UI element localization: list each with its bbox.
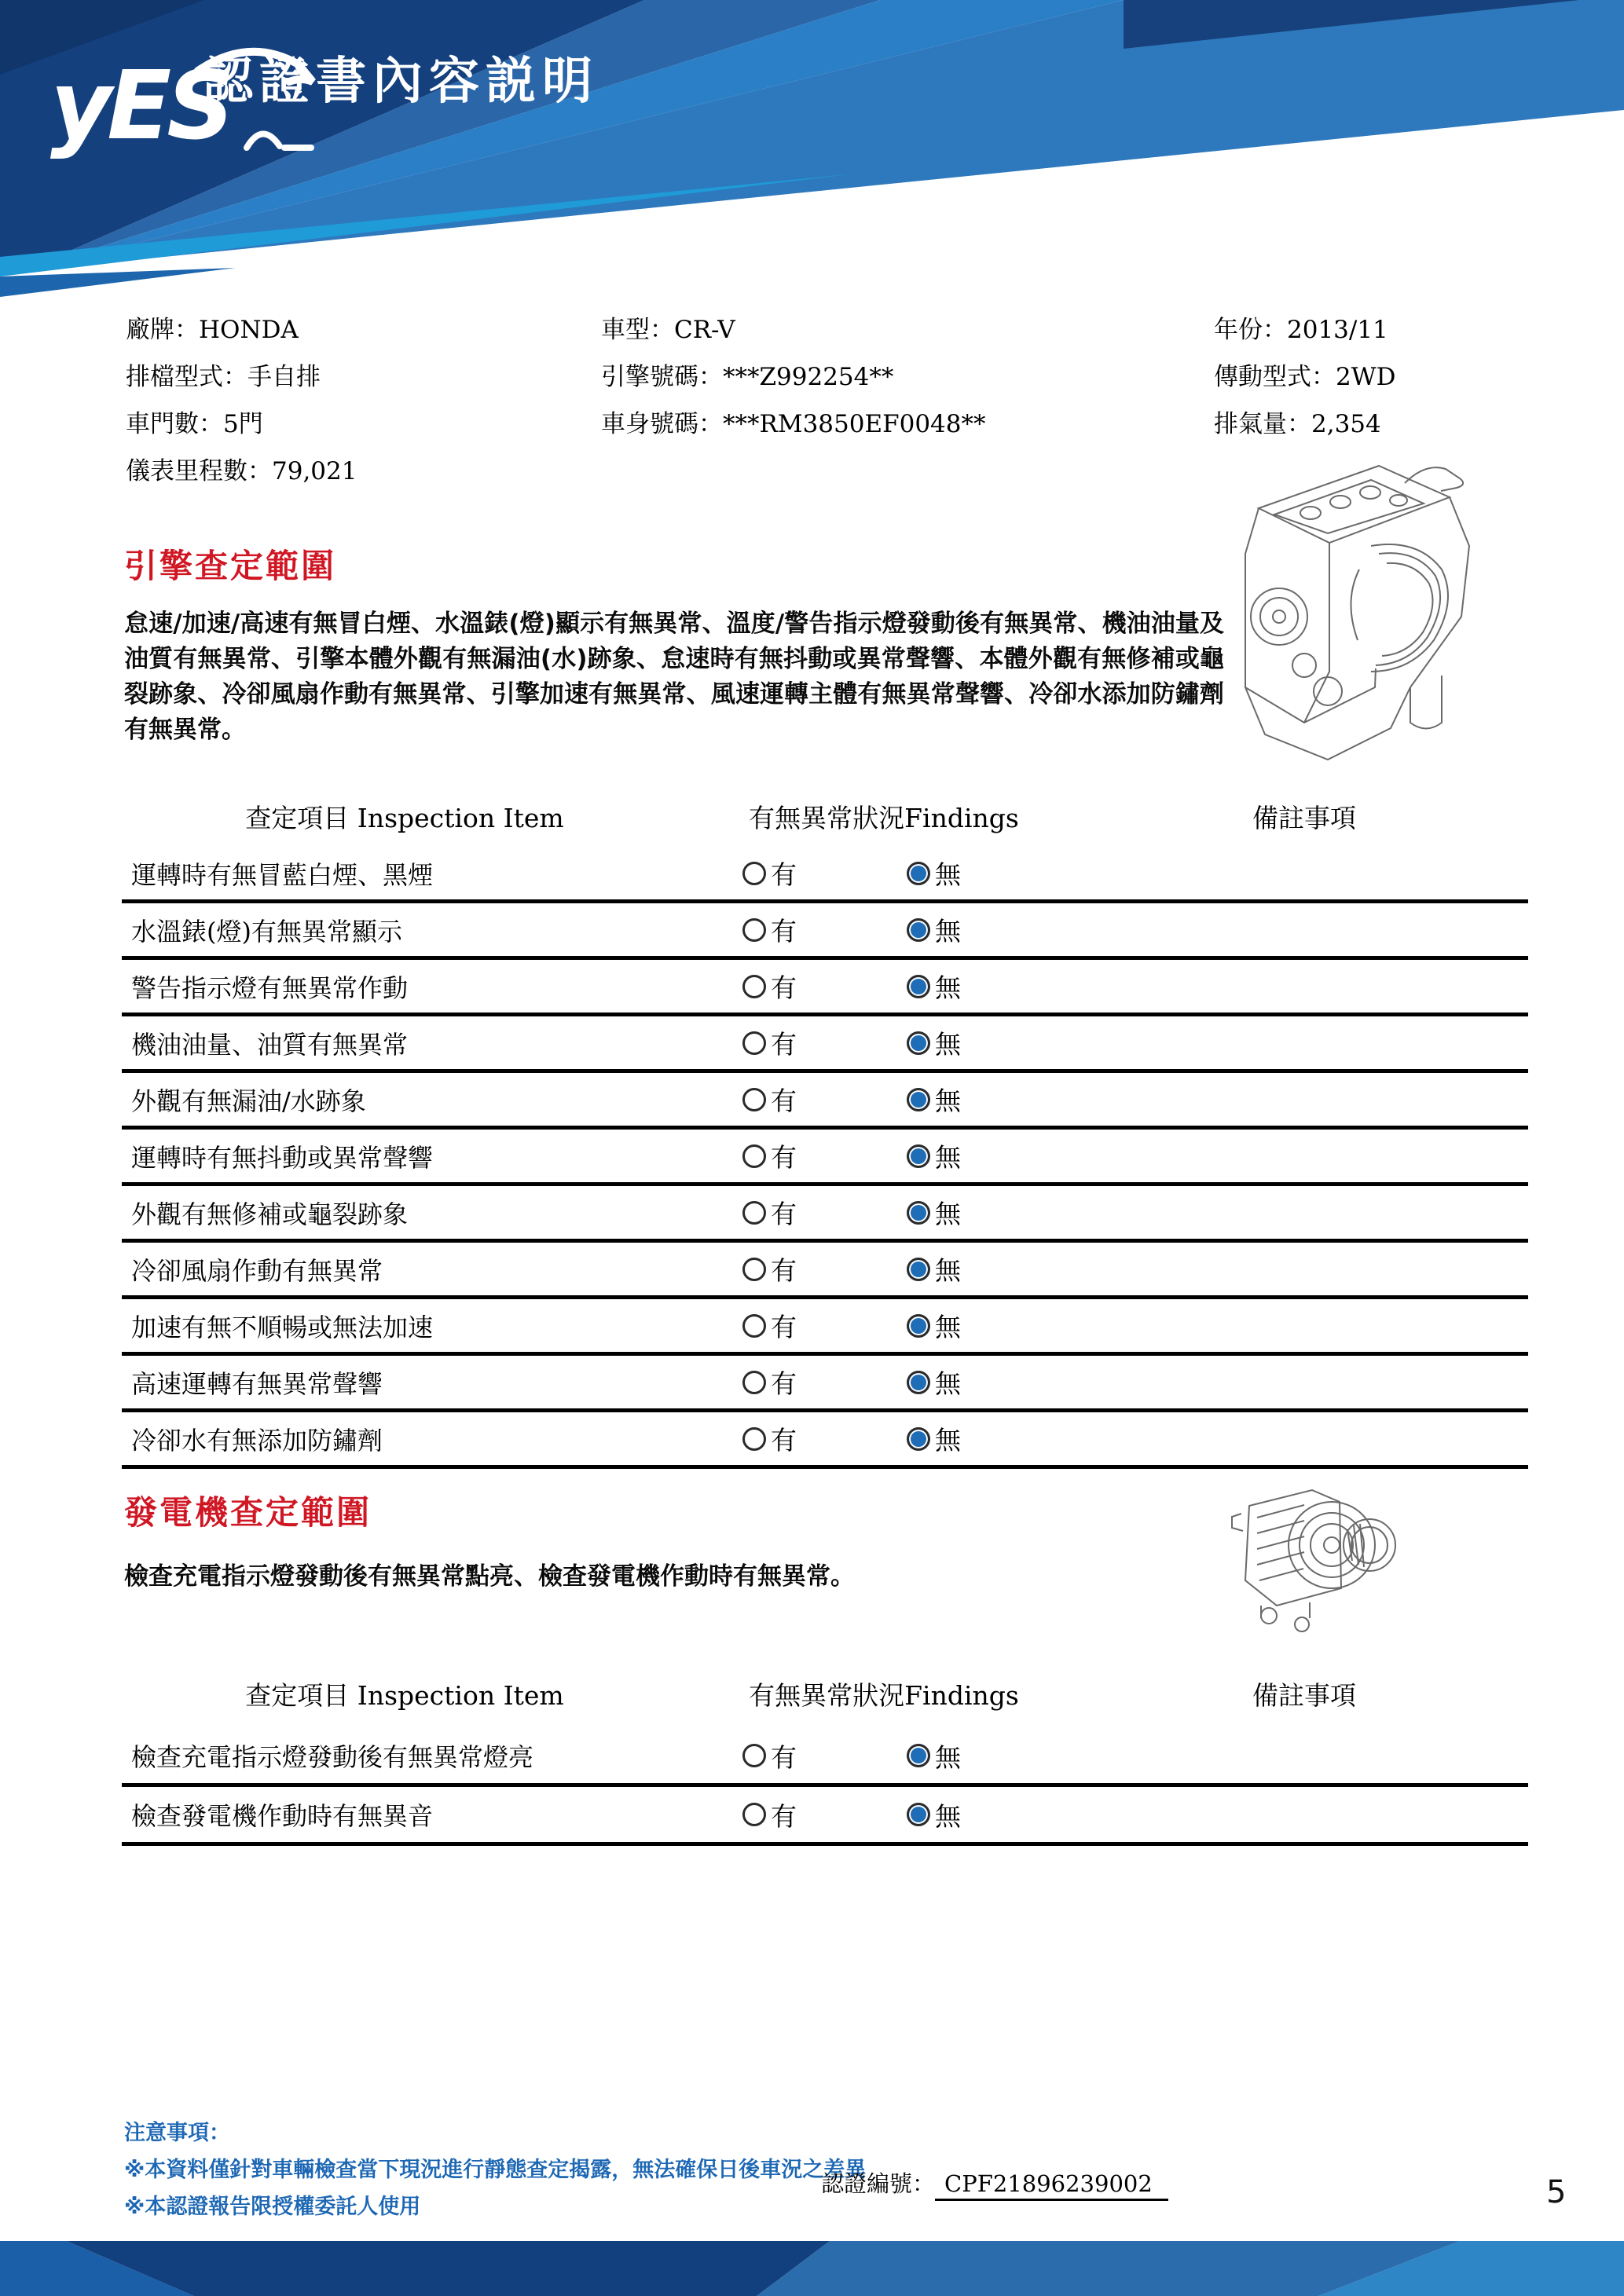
table-row: 外觀有無修補或龜裂跡象 有 無 [122,1186,1528,1243]
table-row: 運轉時有無抖動或異常聲響 有 無 [122,1130,1528,1186]
header-inspection-item: 查定項目 Inspection Item [245,1679,564,1711]
page-number: 5 [1546,2174,1567,2210]
info-displacement: 排氣量：2,354 [1214,410,1381,438]
table-row: 運轉時有無冒藍白煙、黑煙 有 無 [122,847,1528,903]
radio-circle-icon [742,1371,766,1394]
table-row: 冷卻風扇作動有無異常 有 無 [122,1243,1528,1299]
finding-radio-no[interactable]: 無 [907,855,961,892]
finding-radio-yes[interactable]: 有 [742,911,797,948]
radio-circle-selected-icon [907,1314,930,1338]
info-gearbox: 排檔型式：手自排 [126,363,321,391]
finding-radio-yes[interactable]: 有 [742,1137,797,1174]
radio-circle-icon [742,1803,766,1826]
radio-circle-icon [742,1427,766,1451]
radio-circle-selected-icon [907,975,930,998]
engine-section-title: 引擎查定範圍 [124,547,337,585]
finding-radio-yes[interactable]: 有 [742,855,797,892]
radio-circle-selected-icon [907,1201,930,1225]
certificate-number-line [821,2166,1168,2201]
radio-circle-selected-icon [907,1031,930,1055]
finding-radio-yes[interactable]: 有 [742,1024,797,1061]
header-findings: 有無異常狀況Findings [749,802,1019,833]
finding-radio-no[interactable]: 無 [907,1364,961,1401]
radio-circle-selected-icon [907,1088,930,1111]
table-row: 加速有無不順暢或無法加速 有 無 [122,1299,1528,1356]
finding-radio-no[interactable]: 無 [907,1796,961,1833]
finding-radio-yes[interactable]: 有 [742,1796,797,1833]
car-wheel-icon [247,134,280,148]
engine-table-header [122,785,1528,847]
radio-circle-selected-icon [907,862,930,885]
radio-circle-icon [742,1744,766,1767]
certificate-number-label: 認證編號： [821,2170,936,2197]
finding-radio-no[interactable]: 無 [907,911,961,948]
radio-circle-icon [742,1314,766,1338]
radio-circle-icon [742,862,766,885]
radio-circle-selected-icon [907,1744,930,1767]
radio-circle-icon [742,1088,766,1111]
header-findings: 有無異常狀況Findings [749,1679,1019,1711]
finding-radio-yes[interactable]: 有 [742,1194,797,1231]
info-brand: 廠牌：HONDA [126,316,299,344]
radio-circle-icon [742,1258,766,1281]
radio-circle-selected-icon [907,918,930,942]
table-row: 檢查發電機作動時有無異音 有 無 [122,1787,1528,1846]
radio-circle-selected-icon [907,1427,930,1451]
generator-inspection-table [122,1659,1528,1846]
finding-radio-yes[interactable]: 有 [742,1364,797,1401]
generator-table-header [122,1659,1528,1728]
info-chassis-no: 車身號碼：***RM3850EF0048** [601,410,986,438]
finding-radio-yes[interactable]: 有 [742,968,797,1005]
table-row: 高速運轉有無異常聲響 有 無 [122,1356,1528,1412]
info-model: 車型：CR-V [601,316,735,344]
vehicle-info-column-2 [601,316,986,457]
radio-circle-icon [742,1144,766,1168]
finding-radio-yes[interactable]: 有 [742,1307,797,1344]
header-remarks: 備註事項 [1252,802,1356,833]
radio-circle-icon [742,918,766,942]
finding-radio-no[interactable]: 無 [907,1251,961,1287]
engine-illustration [1210,452,1501,766]
finding-radio-no[interactable]: 無 [907,1420,961,1457]
note-line-1: ※本資料僅針對車輛檢查當下現況進行靜態查定揭露，無法確保日後車況之差異 [124,2158,867,2182]
table-row: 冷卻水有無添加防鏽劑 有 無 [122,1412,1528,1469]
generator-section-description: 檢查充電指示燈發動後有無異常點亮、檢查發電機作動時有無異常。 [124,1562,855,1591]
info-year: 年份：2013/11 [1214,316,1388,344]
radio-circle-icon [742,975,766,998]
radio-circle-selected-icon [907,1258,930,1281]
generator-section-title: 發電機查定範圍 [124,1493,372,1532]
footer-notes [124,2115,866,2225]
table-row: 警告指示燈有無異常作動 有 無 [122,960,1528,1016]
finding-radio-no[interactable]: 無 [907,1194,961,1231]
page-title: 認證書內容説明 [203,53,599,111]
engine-inspection-table [122,785,1528,1469]
finding-radio-no[interactable]: 無 [907,1081,961,1118]
footer-banner [0,2241,1624,2296]
note-line-2: ※本認證報告限授權委託人使用 [124,2195,421,2219]
finding-radio-no[interactable]: 無 [907,1137,961,1174]
certificate-number-value: CPF21896239002 [935,2170,1168,2201]
vehicle-info-column-3 [1214,316,1395,457]
radio-circle-selected-icon [907,1144,930,1168]
radio-circle-icon [742,1031,766,1055]
vehicle-info-column-1 [126,316,357,504]
yes-logo-text: yES [50,52,230,161]
header-remarks: 備註事項 [1252,1679,1356,1711]
table-row: 水溫錶(燈)有無異常顯示 有 無 [122,903,1528,960]
alternator-illustration [1222,1470,1406,1639]
radio-circle-selected-icon [907,1371,930,1394]
table-row: 機油油量、油質有無異常 有 無 [122,1016,1528,1073]
finding-radio-no[interactable]: 無 [907,1307,961,1344]
header-inspection-item: 查定項目 Inspection Item [245,802,564,833]
table-row: 外觀有無漏油/水跡象 有 無 [122,1073,1528,1130]
notes-title: 注意事項： [124,2121,230,2145]
finding-radio-no[interactable]: 無 [907,968,961,1005]
radio-circle-selected-icon [907,1803,930,1826]
finding-radio-yes[interactable]: 有 [742,1081,797,1118]
info-mileage: 儀表里程數：79,021 [126,457,357,485]
radio-circle-icon [742,1201,766,1225]
finding-radio-no[interactable]: 無 [907,1024,961,1061]
info-drivetrain: 傳動型式：2WD [1214,363,1396,391]
info-engine-no: 引擎號碼：***Z992254** [601,363,894,391]
finding-radio-yes[interactable]: 有 [742,1251,797,1287]
table-row: 檢查充電指示燈發動後有無異常燈亮 有 無 [122,1728,1528,1787]
finding-radio-yes[interactable]: 有 [742,1420,797,1457]
finding-radio-yes[interactable]: 有 [742,1738,797,1774]
info-doors: 車門數：5門 [126,410,263,438]
engine-section-description: 怠速/加速/高速有無冒白煙、水溫錶(燈)顯示有無異常、溫度/警告指示燈發動後有無異常、機油油量及油質有無異常、引擎本體外觀有無漏油(水)跡象、怠速時有無抖動或異常聲響、本體外觀有無修補或龜裂跡象、冷卻風扇作動有無異常、引擎加速有無異常、風速運轉主體有無異常聲響、冷卻水添加防鏽劑有無異常。 [124,610,1224,744]
finding-radio-no[interactable]: 無 [907,1738,961,1774]
